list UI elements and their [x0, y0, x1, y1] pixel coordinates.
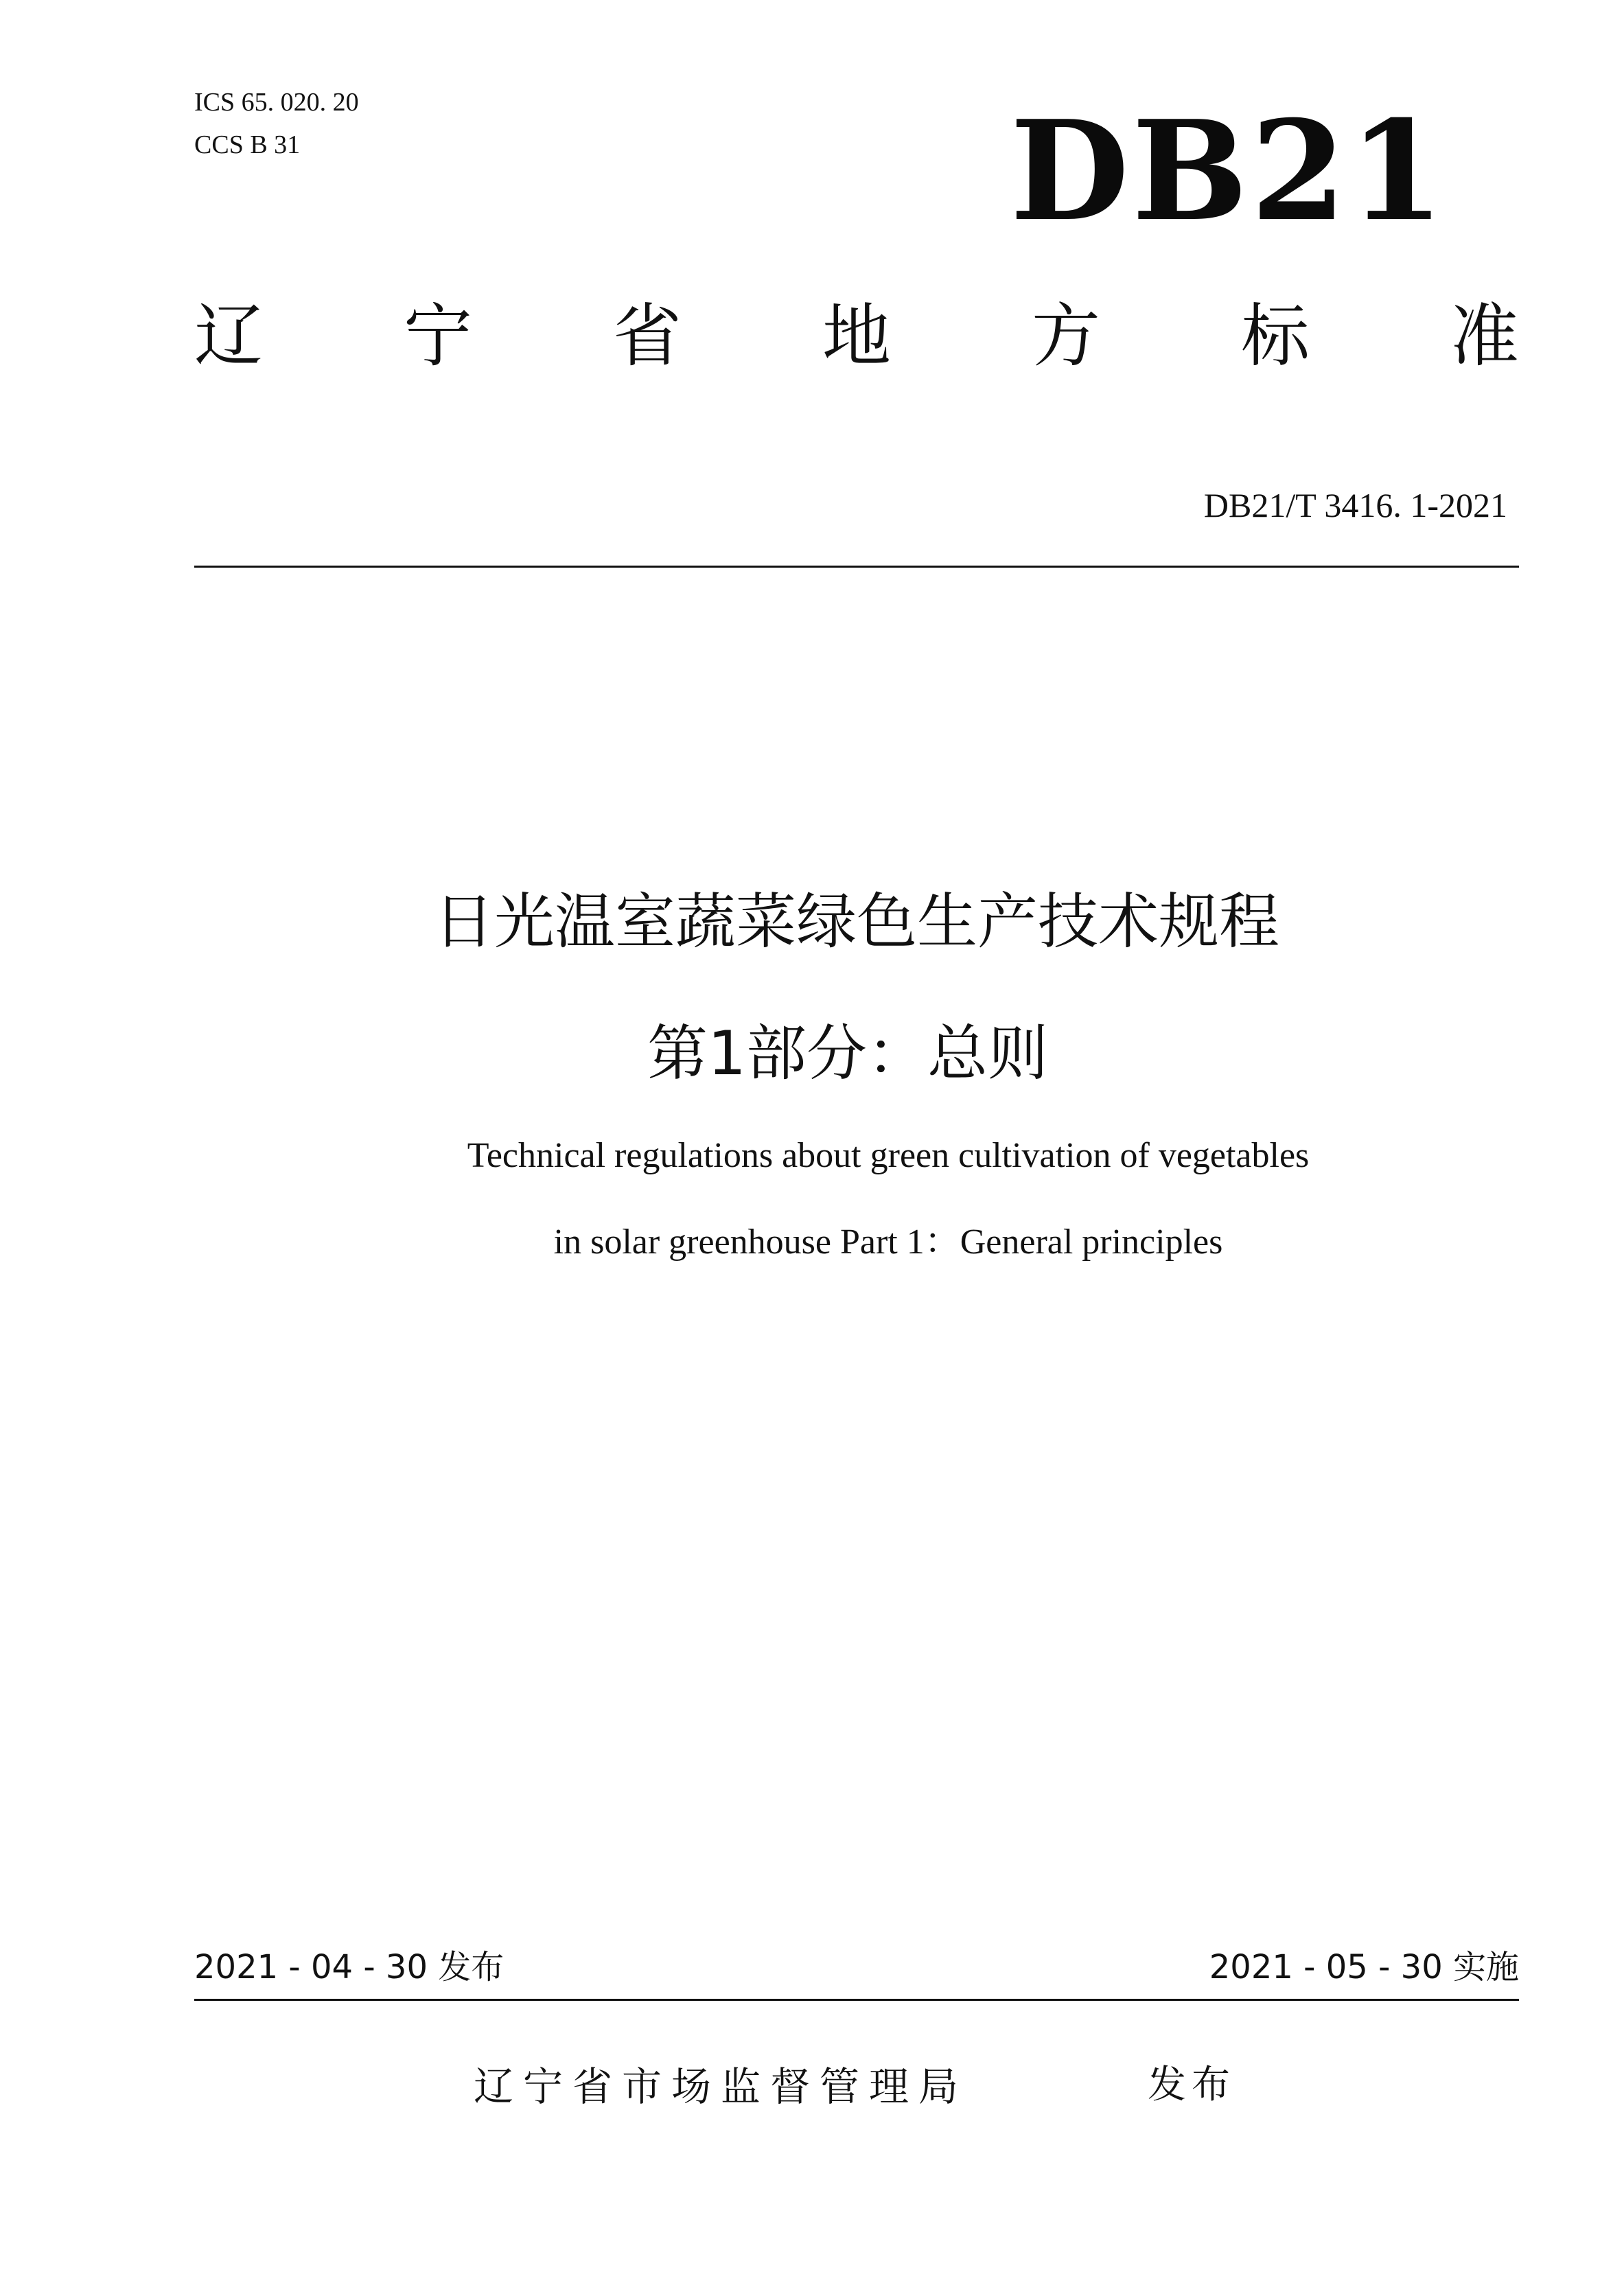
db21-logo: DB21	[1010, 91, 1448, 252]
standard-type-char: 辽	[194, 296, 263, 376]
bottom-divider	[194, 1999, 1519, 2001]
implement-date: 2021 - 05 - 30 实施	[1209, 1948, 1519, 1986]
standard-type-heading	[194, 295, 1519, 378]
issue-label: 发布	[1148, 2063, 1236, 2107]
standard-type-char: 地	[822, 296, 891, 376]
title-chinese-line-1: 日光温室蔬菜绿色生产技术规程	[433, 886, 1279, 957]
title-chinese-line-2: 第1部分：总则	[647, 1018, 1048, 1089]
ics-code: ICS 65. 020. 20	[194, 88, 359, 117]
ccs-code: CCS B 31	[194, 130, 301, 159]
title-english-line-1: Technical regulations about green cultivation of vegetables	[467, 1136, 1310, 1175]
classification-codes	[194, 81, 359, 166]
publish-date: 2021 - 04 - 30 发布	[194, 1948, 504, 1986]
standard-type-char: 方	[1032, 296, 1100, 376]
standard-type-char: 省	[613, 296, 682, 376]
standard-number: DB21/T 3416. 1-2021	[1203, 486, 1507, 524]
top-divider	[194, 566, 1519, 568]
standard-type-char: 准	[1450, 296, 1519, 376]
standard-type-char: 标	[1241, 296, 1310, 376]
title-english-line-2: in solar greenhouse Part 1：General principles	[553, 1222, 1223, 1262]
issuing-authority: 辽宁省市场监督管理局	[474, 2063, 968, 2110]
standard-type-char: 宁	[404, 296, 472, 376]
